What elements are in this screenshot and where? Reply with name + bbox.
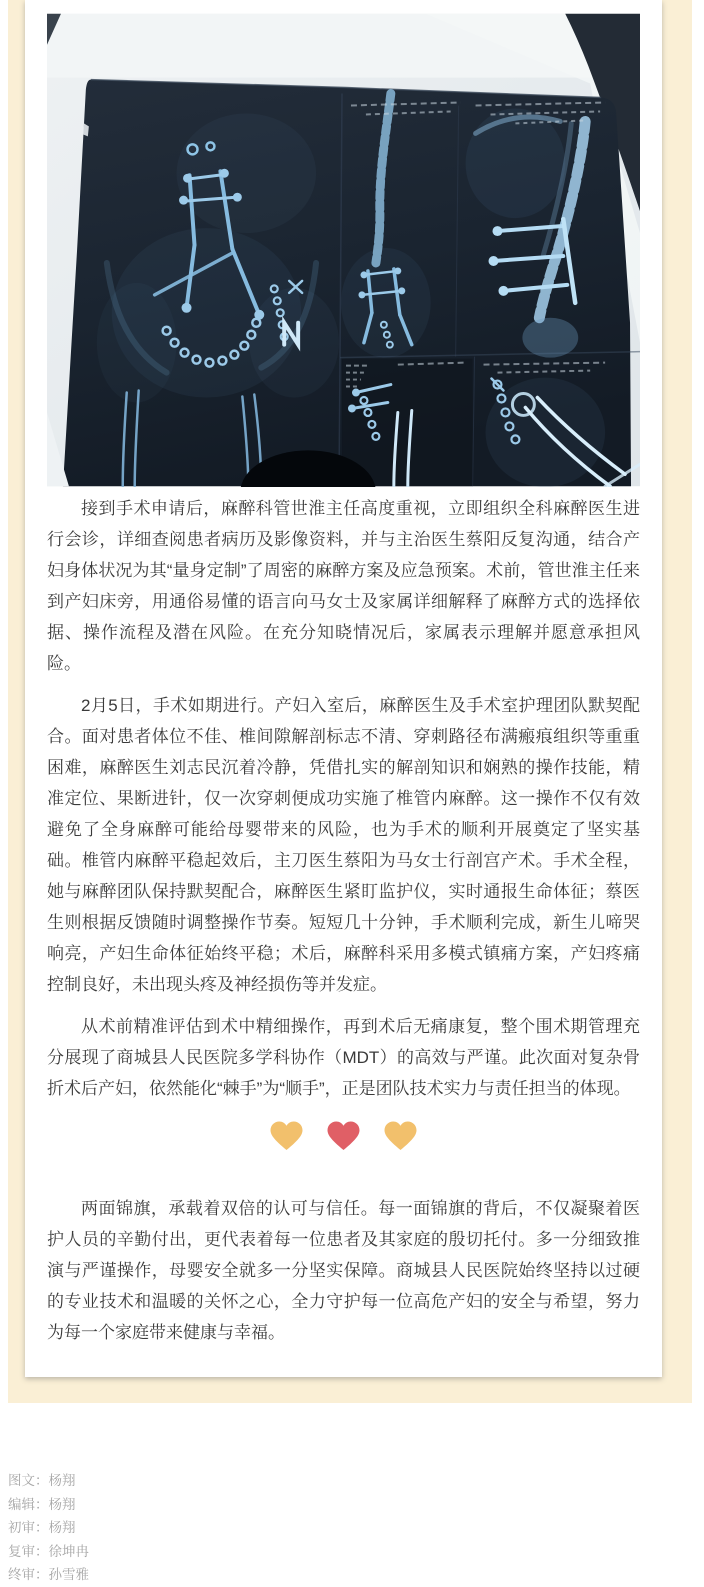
- article-frame: [8, 0, 692, 1403]
- article-card: [25, 0, 662, 1377]
- credit-line-final-review: 终审：孙雪雅: [8, 1567, 89, 1582]
- credit-line-photo-text: 图文：杨翔: [8, 1473, 76, 1488]
- credits-footer: [0, 1469, 704, 1587]
- hearts-divider: [47, 1121, 640, 1151]
- article-paragraph-1: 接到手术申请后，麻醉科管世淮主任高度重视，立即组织全科麻醉医生进行会诊，详细查阅患者病历及影像资料，并与主治医生蔡阳反复沟通，结合产妇身体状况为其“量身定制”了周密的麻醉方案及应急预案。术前，管世淮主任来到产妇床旁，用通俗易懂的语言向马女士及家属详细解释了麻醉方式的选择依据、操作流程及潜在风险。在充分知晓情况后，家属表示理解并愿意承担风险。: [47, 499, 640, 673]
- credit-line-second-review: 复审：徐坤冉: [8, 1543, 89, 1559]
- red-heart-icon: [327, 1121, 360, 1151]
- yellow-heart-icon: [270, 1121, 303, 1151]
- credit-line-editor: 编辑：杨翔: [8, 1496, 76, 1512]
- credit-line-first-review: 初审：杨翔: [8, 1520, 76, 1535]
- article-paragraph-4: 两面锦旗，承载着双倍的认可与信任。每一面锦旗的背后，不仅凝聚着医护人员的辛勤付出，更代表着每一位患者及其家庭的殷切托付。多一分细致推演与严谨操作，母婴安全就多一分坚实保障。商城县人民医院始终坚持以过硬的专业技术和温暖的关怀之心，全力守护每一位高危产妇的安全与希望，努力为每一个家庭带来健康与幸福。: [47, 1199, 640, 1342]
- article-paragraph-2: 2月5日，手术如期进行。产妇入室后，麻醉医生及手术室护理团队默契配合。面对患者体位不佳、椎间隙解剖标志不清、穿刺路径布满瘢痕组织等重重困难，麻醉医生刘志民沉着冷静，凭借扎实的解剖知识和娴熟的操作技能，精准定位、果断进针，仅一次穿刺便成功实施了椎管内麻醉。这一操作不仅有效避免了全身麻醉可能给母婴带来的风险，也为手术的顺利开展奠定了坚实基础。椎管内麻醉平稳起效后，主刀医生蔡阳为马女士行剖宫产术。手术全程，她与麻醉团队保持默契配合，麻醉医生紧盯监护仪，实时通报生命体征；蔡医生则根据反馈随时调整操作节奏。短短几十分钟，手术顺利完成，新生儿啼哭响亮，产妇生命体征始终平稳；术后，麻醉科采用多模式镇痛方案，产妇疼痛控制良好，未出现头疼及神经损伤等并发症。: [47, 696, 640, 994]
- xray-photo[interactable]: [47, 13, 640, 487]
- xray-photo-graphic: [47, 13, 640, 487]
- article-paragraph-3: 从术前精准评估到术中精细操作，再到术后无痛康复，整个围术期管理充分展现了商城县人民医院多学科协作（MDT）的高效与严谨。此次面对复杂骨折术后产妇，依然能化“棘手”为“顺手”，正是团队技术实力与责任担当的体现。: [47, 1017, 640, 1098]
- yellow-heart-icon: [384, 1121, 417, 1151]
